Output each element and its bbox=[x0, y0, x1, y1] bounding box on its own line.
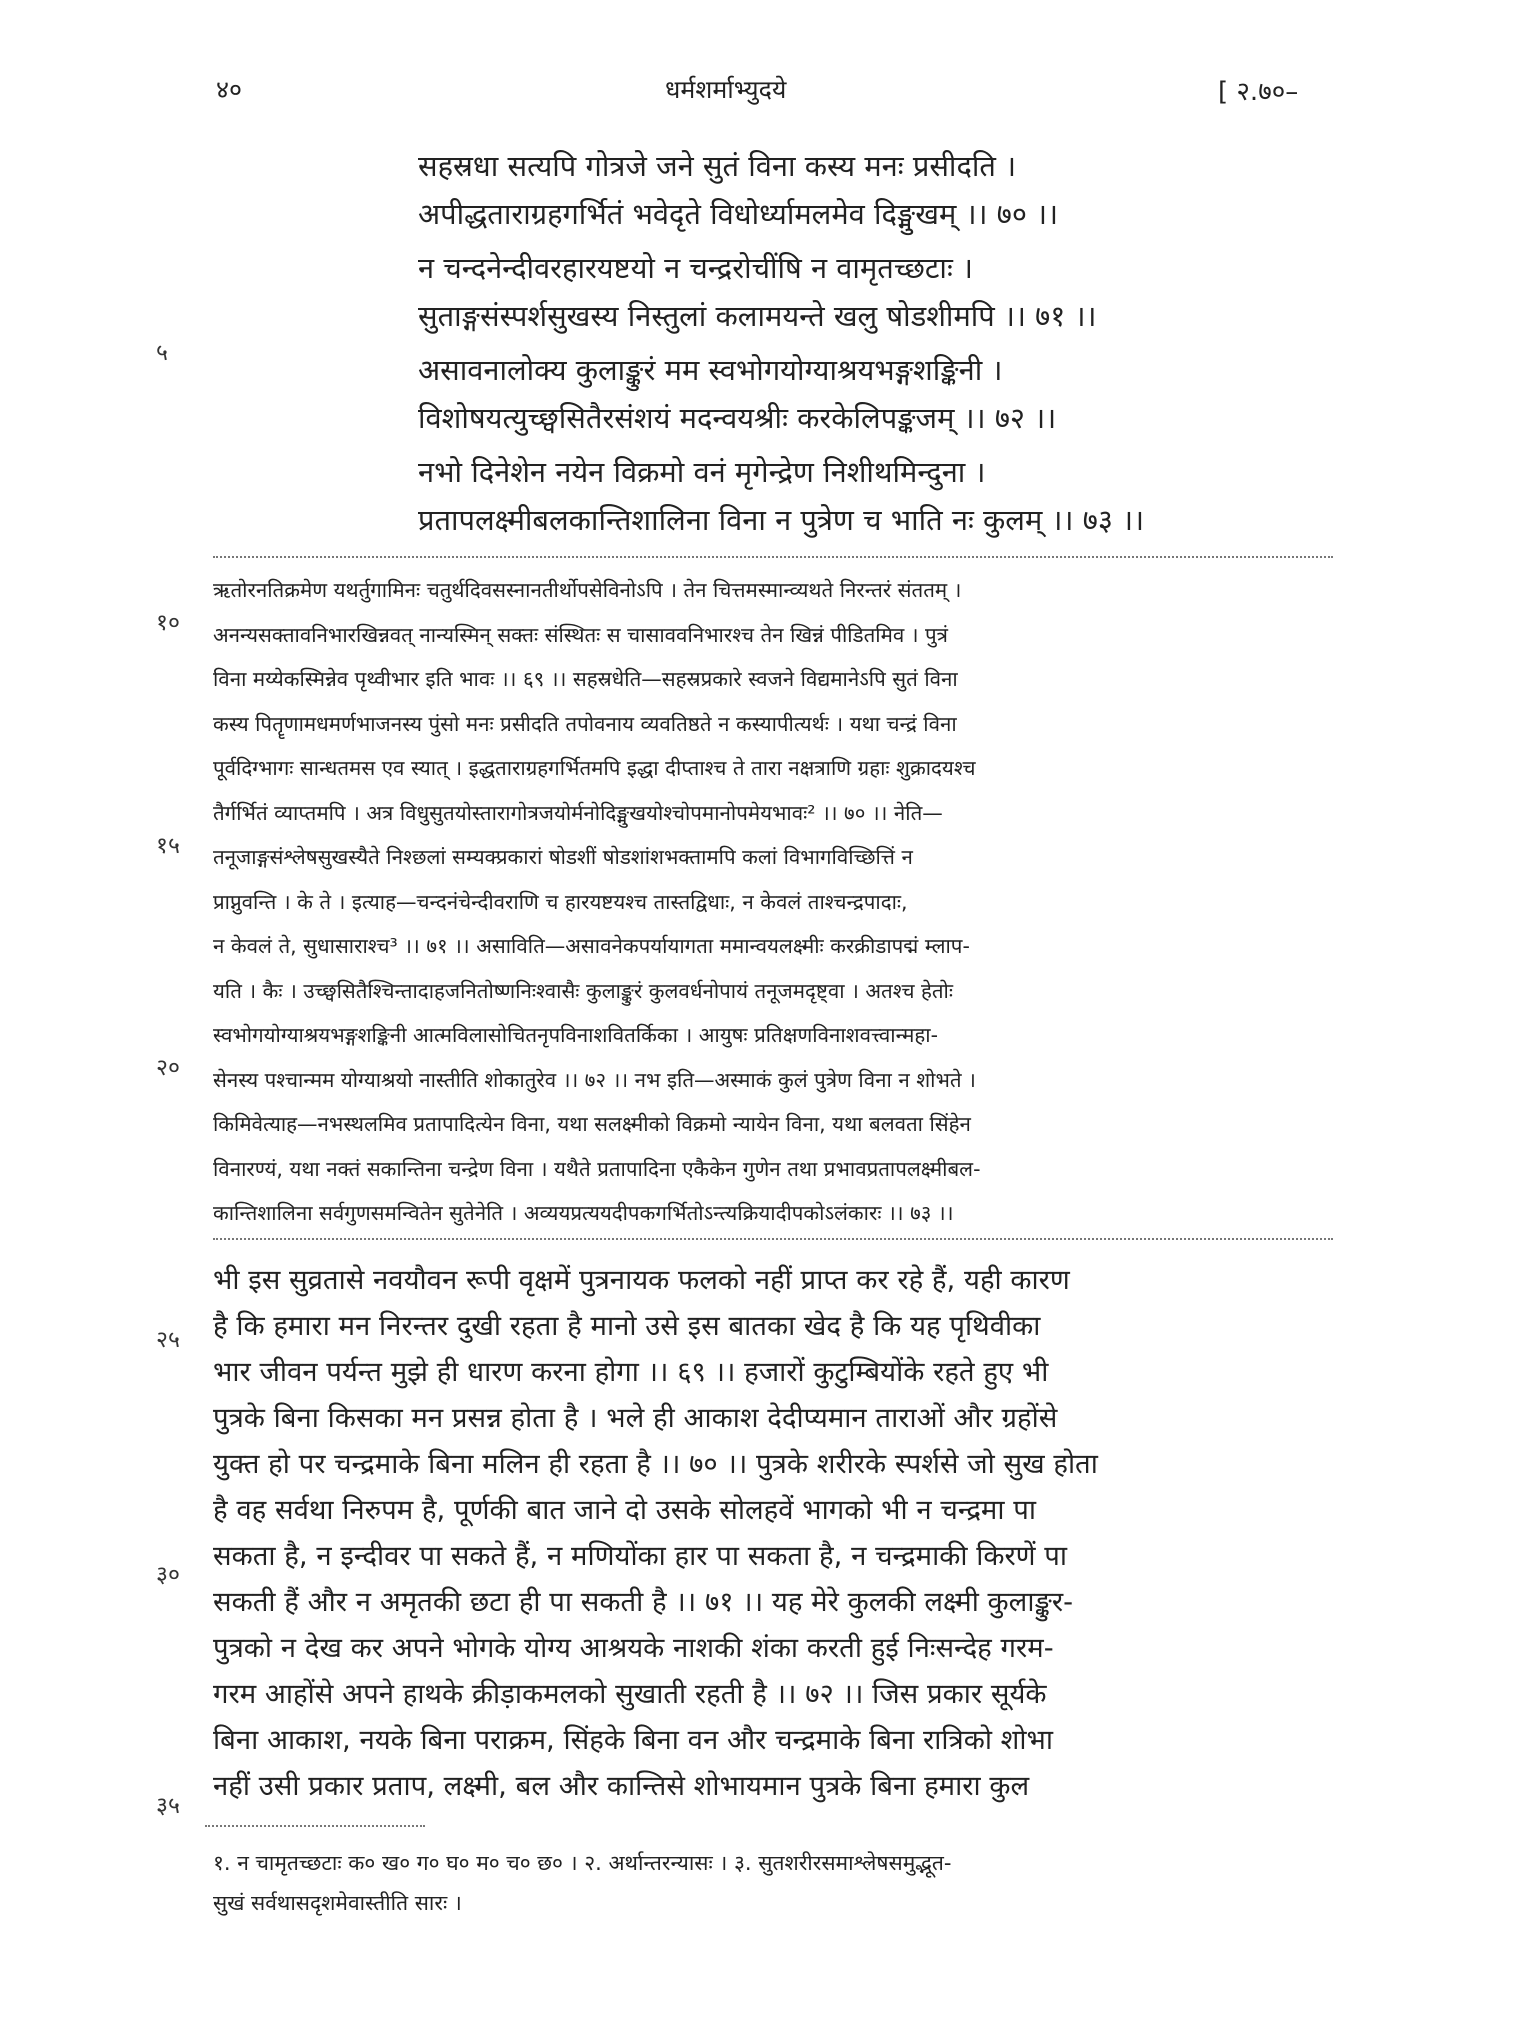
line-number: २५ bbox=[156, 1327, 180, 1353]
footnote-line: १. न चामृतच्छटाः क० ख० ग० घ० म० च० छ० । २. अर्थान्तरन्यासः । ३. सुतशरीरसमाश्लेषसमुद्भूत- bbox=[213, 1851, 952, 1875]
line-number: १५ bbox=[156, 833, 180, 859]
page-header bbox=[0, 72, 1533, 112]
verse-line: नभो दिनेशेन नयेन विक्रमो वनं मृगेन्द्रेण निशीथमिन्दुना । bbox=[418, 455, 986, 489]
footnotes bbox=[213, 1843, 1333, 1923]
commentary-line: स्वभोगयोग्याश्रयभङ्गशङ्किनी आत्मविलासोचितनृपविनाशवितर्किका । आयुषः प्रतिक्षणविनाशवत्त्वान्महा- bbox=[213, 1023, 938, 1047]
line-number: ३० bbox=[156, 1562, 180, 1588]
verse-line: सहस्रधा सत्यपि गोत्रजे जने सुतं विना कस्य मनः प्रसीदति । bbox=[418, 149, 1017, 183]
section-divider bbox=[213, 556, 1333, 558]
page-number: ४० bbox=[216, 75, 243, 104]
verse-reference: [ २.७०– bbox=[1218, 77, 1299, 107]
translation-line: भार जीवन पर्यन्त मुझे ही धारण करना होगा ।। ६९ ।। हजारों कुटुम्बियोंके रहते हुए भी bbox=[213, 1356, 1049, 1388]
verse-line: न चन्दनेन्दीवरहारयष्टयो न चन्द्ररोचींषि न वामृतच्छटाः । bbox=[418, 251, 974, 285]
translation-line: सकती हैं और न अमृतकी छटा ही पा सकती है ।। ७१ ।। यह मेरे कुलकी लक्ष्मी कुलाङ्कुर- bbox=[213, 1586, 1074, 1618]
translation-line: युक्त हो पर चन्द्रमाके बिना मलिन ही रहता है ।। ७० ।। पुत्रके शरीरके स्पर्शसे जो सुख होता bbox=[213, 1448, 1098, 1480]
translation-line: है कि हमारा मन निरन्तर दुखी रहता है मानो उसे इस बातका खेद है कि यह पृथिवीका bbox=[213, 1310, 1041, 1342]
verse-line: प्रतापलक्ष्मीबलकान्तिशालिना विना न पुत्रेण च भाति नः कुलम् ।। ७३ ।। bbox=[418, 503, 1145, 537]
commentary-line: न केवलं ते, सुधासाराश्च³ ।। ७१ ।। असाविति—असावनेकपर्यायागता ममान्वयलक्ष्मीः करक्रीडापद्मं म्लाप- bbox=[213, 934, 970, 958]
verse-line: विशोषयत्युच्छ्वसितैरसंशयं मदन्वयश्रीः करकेलिपङ्कजम् ।। ७२ ।। bbox=[418, 401, 1057, 435]
commentary-line: किमिवेत्याह—नभस्थलमिव प्रतापादित्येन विना, यथा सलक्ष्मीको विक्रमो न्यायेन विना, यथा बलवता सिंहेन bbox=[213, 1112, 971, 1136]
translation-line: बिना आकाश, नयके बिना पराक्रम, सिंहके बिना वन और चन्द्रमाके बिना रात्रिको शोभा bbox=[213, 1724, 1053, 1756]
commentary-line: तैर्गर्भितं व्याप्तमपि । अत्र विधुसुतयोस्तारागोत्रजयोर्मनोदिङ्मुखयोश्चोपमानोपमेयभावः² ।। ७० ।। नेति— bbox=[213, 800, 943, 825]
verse-block bbox=[418, 142, 1418, 544]
line-number: १० bbox=[156, 610, 180, 636]
commentary-line: सेनस्य पश्चान्मम योग्याश्रयो नास्तीति शोकातुरेव ।। ७२ ।। नभ इति—अस्माकं कुलं पुत्रेण विना न शोभते । bbox=[213, 1067, 976, 1092]
commentary-line: कान्तिशालिना सर्वगुणसमन्वितेन सुतेनेति । अव्ययप्रत्ययदीपकगर्भितोऽन्त्यक्रियादीपकोऽलंकारः ।। ७३ ।। bbox=[213, 1201, 954, 1225]
translation-line: है वह सर्वथा निरुपम है, पूर्णकी बात जाने दो उसके सोलहवें भागको भी न चन्द्रमा पा bbox=[213, 1494, 1036, 1526]
line-number: ३५ bbox=[156, 1793, 180, 1819]
translation-line: पुत्रको न देख कर अपने भोगके योग्य आश्रयके नाशकी शंका करती हुई निःसन्देह गरम- bbox=[213, 1632, 1054, 1664]
line-number: ५ bbox=[156, 340, 168, 366]
running-title: धर्मशर्माभ्युदये bbox=[665, 75, 787, 104]
commentary-line: पूर्वदिग्भागः सान्धतमस एव स्यात् । इद्धताराग्रहगर्भितमपि इद्धा दीप्ताश्च ते तारा नक्षत्राणि ग्रहाः शुक्रादयश्च bbox=[213, 756, 976, 780]
footnote-line: सुखं सर्वथासदृशमेवास्तीति सारः । bbox=[213, 1891, 462, 1915]
translation-line: नहीं उसी प्रकार प्रताप, लक्ष्मी, बल और कान्तिसे शोभायमान पुत्रके बिना हमारा कुल bbox=[213, 1770, 1030, 1802]
verse-line: असावनालोक्य कुलाङ्कुरं मम स्वभोगयोग्याश्रयभङ्गशङ्किनी । bbox=[418, 353, 1003, 387]
line-number: २० bbox=[156, 1055, 180, 1081]
translation-line: भी इस सुव्रतासे नवयौवन रूपी वृक्षमें पुत्रनायक फलको नहीं प्राप्त कर रहे हैं, यही कारण bbox=[213, 1264, 1070, 1296]
commentary-line: तनूजाङ्गसंश्लेषसुखस्यैते निश्छलां सम्यक्प्रकारां षोडशीं षोडशांशभक्तामपि कलां विभागविच्छित्तिं न bbox=[213, 845, 913, 869]
section-divider bbox=[213, 1238, 1333, 1240]
translation-line: सकता है, न इन्दीवर पा सकते हैं, न मणियोंका हार पा सकता है, न चन्द्रमाकी किरणें पा bbox=[213, 1540, 1068, 1572]
footnote-divider bbox=[205, 1825, 425, 1827]
commentary-line: ऋतोरनतिक्रमेण यथर्तुगामिनः चतुर्थदिवसस्नानतीर्थोपसेविनोऽपि । तेन चित्तमस्मान्व्यथते निरन्तरं संततम् । bbox=[213, 578, 962, 602]
commentary-line: विनारण्यं, यथा नक्तं सकान्तिना चन्द्रेण विना । यथैते प्रतापादिना एकैकेन गुणेन तथा प्रभावप्रतापलक्ष्मीबल- bbox=[213, 1156, 981, 1181]
verse-line: अपीद्धताराग्रहगर्भितं भवेदृते विधोर्ध्यामलमेव दिङ्मुखम् ।। ७० ।। bbox=[418, 197, 1059, 231]
commentary-line: कस्य पितॄणामधमर्णभाजनस्य पुंसो मनः प्रसीदति तपोवनाय व्यवतिष्ठते न कस्यापीत्यर्थः । यथा चन्द्रं विना bbox=[213, 711, 957, 736]
translation-line: गरम आहोंसे अपने हाथके क्रीड़ाकमलको सुखाती रहती है ।। ७२ ।। जिस प्रकार सूर्यके bbox=[213, 1678, 1047, 1710]
commentary-line: यति । कैः । उच्छ्वसितैश्चिन्तादाहजनितोष्णनिःश्वासैः कुलाङ्कुरं कुलवर्धनोपायं तनूजमदृष्ट्वा । अतश्च हेतोः bbox=[213, 978, 954, 1003]
hindi-translation bbox=[213, 1257, 1343, 1809]
commentary-line: अनन्यसक्तावनिभारखिन्नवत् नान्यस्मिन् सक्तः संस्थितः स चासाववनिभारश्च तेन खिन्नं पीडितमिव । पुत्रं bbox=[213, 622, 948, 647]
commentary-line: विना मय्येकस्मिन्नेव पृथ्वीभार इति भावः ।। ६९ ।। सहस्रधेति—सहस्रप्रकारे स्वजने विद्यमानेऽपि सुतं विना bbox=[213, 667, 958, 691]
translation-line: पुत्रके बिना किसका मन प्रसन्न होता है । भले ही आकाश देदीप्यमान ताराओं और ग्रहोंसे bbox=[213, 1402, 1058, 1434]
commentary-line: प्राप्नुवन्ति । के ते । इत्याह—चन्दनंचेन्दीवराणि च हारयष्टयश्च तास्तद्विधाः, न केवलं ताश्चन्द्रपादाः, bbox=[213, 889, 908, 914]
verse-line: सुताङ्गसंस्पर्शसुखस्य निस्तुलां कलामयन्ते खलु षोडशीमपि ।। ७१ ।। bbox=[418, 299, 1097, 333]
sanskrit-commentary bbox=[213, 568, 1333, 1236]
